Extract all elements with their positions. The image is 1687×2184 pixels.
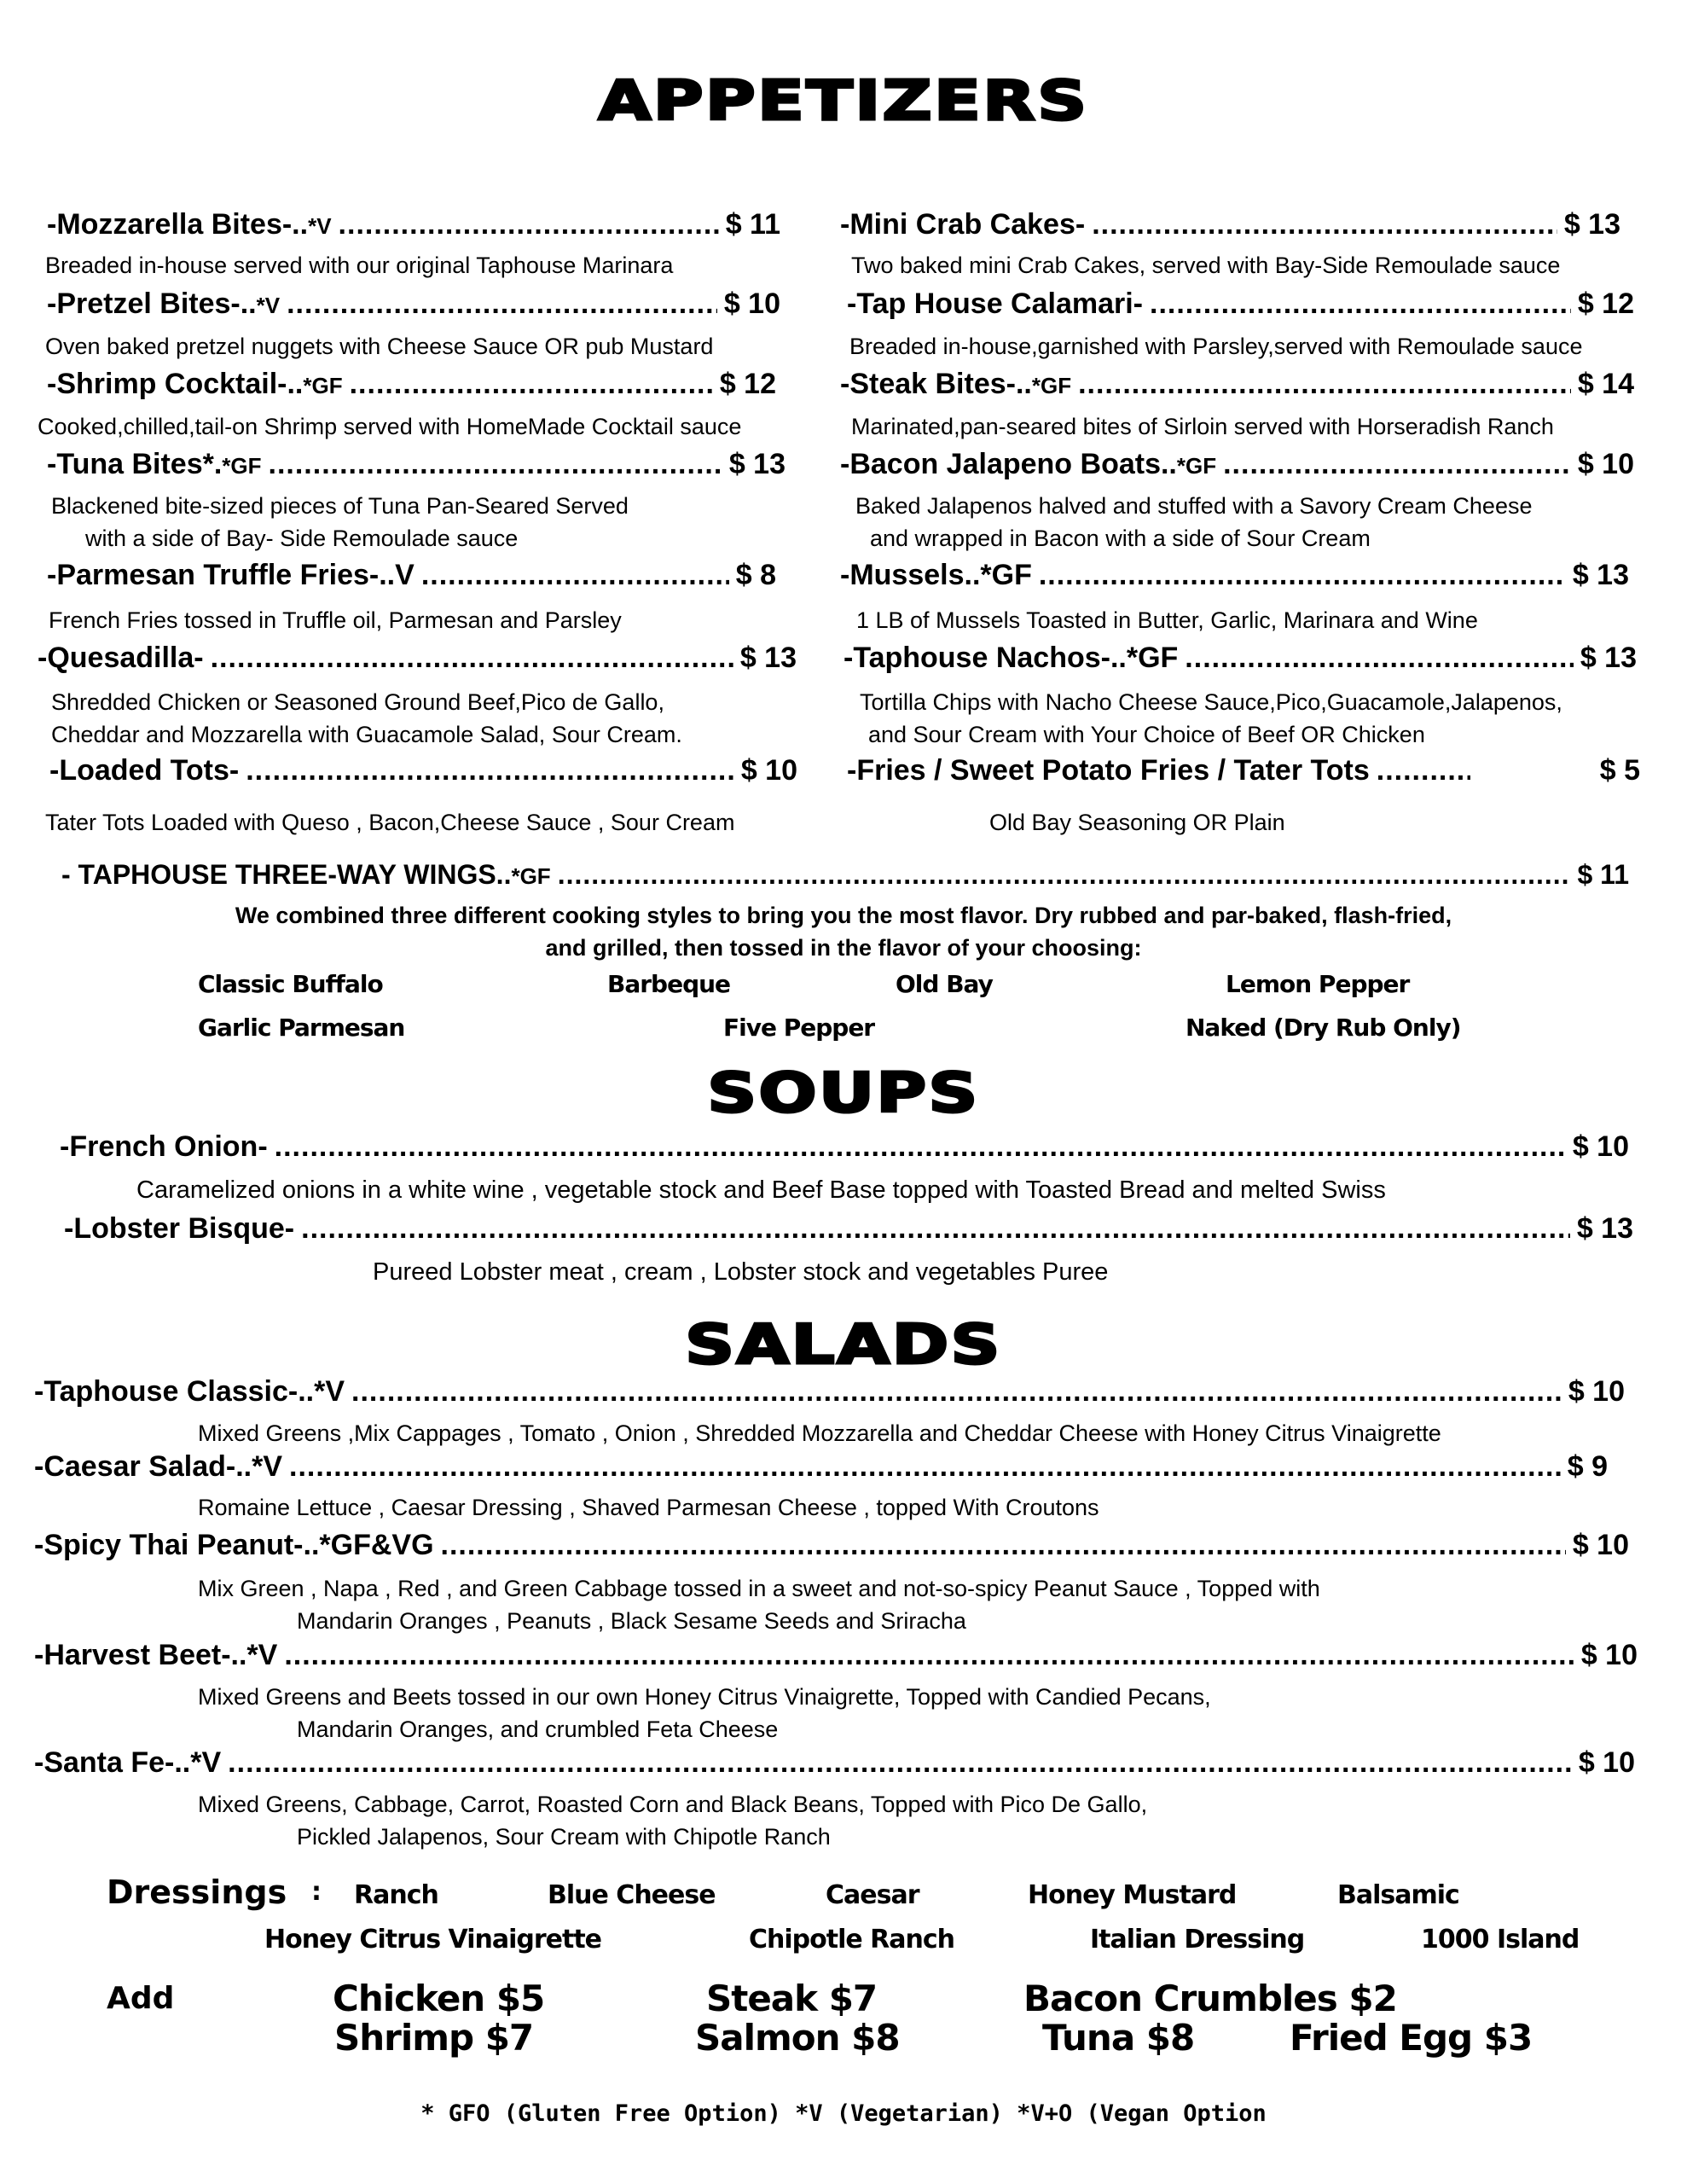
dietary-legend: * GFO (Gluten Free Option) *V (Vegetarian) *V+O (Vegan Option xyxy=(420,2100,1267,2127)
item-tag: *GF xyxy=(1176,453,1217,479)
wing-flavor: Garlic Parmesan xyxy=(198,1014,405,1042)
menu-item-mussels xyxy=(840,559,1629,592)
wing-flavor: Naked (Dry Rub Only) xyxy=(1186,1014,1461,1042)
leader-dots xyxy=(275,1130,1566,1164)
item-tag: *GF xyxy=(303,373,343,398)
menu-item-quesadilla xyxy=(38,642,797,675)
item-tag: *GF xyxy=(222,453,262,479)
item-price: $ 14 xyxy=(1577,368,1634,400)
item-description: Baked Jalapenos halved and stuffed with a Savory Cream Cheese xyxy=(855,493,1533,519)
item-name: -Harvest Beet-..*V xyxy=(34,1639,278,1671)
dressings-label: Dressings xyxy=(107,1873,287,1911)
addon-option: Tuna $8 xyxy=(1042,2017,1195,2059)
menu-item-tap-house-calamari xyxy=(847,288,1634,321)
item-price: $ 9 xyxy=(1567,1450,1608,1483)
leader-dots xyxy=(350,368,713,401)
item-price: $ 12 xyxy=(1577,288,1634,320)
leader-dots xyxy=(1078,368,1571,401)
item-name: -Steak Bites-.. xyxy=(840,368,1032,400)
wing-flavor: Old Bay xyxy=(896,970,993,998)
item-name: -Loaded Tots- xyxy=(49,754,240,787)
menu-item-santa-fe xyxy=(34,1746,1635,1780)
item-name: -Quesadilla- xyxy=(38,642,204,674)
leader-dots xyxy=(211,642,733,675)
item-name: - TAPHOUSE THREE-WAY WINGS.. xyxy=(61,859,512,890)
dressing-option: Italian Dressing xyxy=(1090,1925,1305,1955)
item-price: $ 5 xyxy=(1599,754,1640,787)
wing-flavor: Five Pepper xyxy=(723,1014,875,1042)
addon-option: Shrimp $7 xyxy=(334,2017,534,2059)
leader-dots xyxy=(421,559,729,592)
item-name: -Pretzel Bites-.. xyxy=(47,288,257,320)
item-description: Romaine Lettuce , Caesar Dressing , Shaved Parmesan Cheese , topped With Croutons xyxy=(198,1495,1099,1520)
item-name: -Tuna Bites*. xyxy=(47,448,223,480)
item-description: Breaded in-house,garnished with Parsley,served with Remoulade sauce xyxy=(849,334,1583,359)
item-description: with a side of Bay- Side Remoulade sauce xyxy=(85,526,519,551)
menu-item-fries xyxy=(847,754,1640,787)
menu-item-loaded-tots xyxy=(49,754,797,787)
dressing-option: Honey Mustard xyxy=(1028,1880,1237,1910)
wings-description: and grilled, then tossed in the flavor of your choosing: xyxy=(545,935,1142,961)
menu-item-french-onion xyxy=(60,1130,1629,1164)
item-price: $ 10 xyxy=(1580,1639,1638,1671)
item-name: -Spicy Thai Peanut-..*GF&VG xyxy=(34,1529,434,1561)
addon-option: Salmon $8 xyxy=(695,2017,900,2059)
menu-item-steak-bites xyxy=(840,368,1634,401)
leader-dots xyxy=(1185,642,1574,675)
leader-dots xyxy=(1377,754,1470,787)
addon-option: Fried Egg $3 xyxy=(1290,2017,1533,2059)
dressing-option: Honey Citrus Vinaigrette xyxy=(264,1925,602,1955)
menu-item-bacon-jalapeno-boats xyxy=(840,448,1634,481)
item-name: -Caesar Salad-..*V xyxy=(34,1450,283,1483)
leader-dots xyxy=(246,754,734,787)
item-tag: *GF xyxy=(511,863,551,889)
item-description: Oven baked pretzel nuggets with Cheese Sauce OR pub Mustard xyxy=(45,334,714,359)
wing-flavor: Lemon Pepper xyxy=(1226,970,1410,998)
item-description: Mixed Greens and Beets tossed in our own Honey Citrus Vinaigrette, Topped with Candied Pecans, xyxy=(198,1684,1211,1710)
item-name: -Shrimp Cocktail-.. xyxy=(47,368,304,400)
leader-dots xyxy=(558,859,1571,891)
item-price: $ 10 xyxy=(1572,1529,1629,1561)
menu-item-taphouse-classic xyxy=(34,1375,1625,1409)
item-description: and Sour Cream with Your Choice of Beef OR Chicken xyxy=(868,722,1425,747)
item-price: $ 10 xyxy=(1578,1746,1635,1779)
leader-dots xyxy=(1092,208,1557,241)
dressing-option: 1000 Island xyxy=(1421,1925,1580,1955)
item-description: Tortilla Chips with Nacho Cheese Sauce,Pico,Guacamole,Jalapenos, xyxy=(860,689,1562,715)
leader-dots xyxy=(351,1375,1562,1409)
leader-dots xyxy=(1223,448,1571,481)
wing-flavor: Barbeque xyxy=(607,970,731,998)
item-price: $ 13 xyxy=(1580,642,1637,674)
menu-item-tuna-bites xyxy=(47,448,786,481)
leader-dots xyxy=(284,1639,1574,1672)
item-description: Cooked,chilled,tail-on Shrimp served with HomeMade Cocktail sauce xyxy=(38,414,742,439)
menu-item-pretzel-bites xyxy=(47,288,780,321)
item-description: Pickled Jalapenos, Sour Cream with Chipotle Ranch xyxy=(297,1824,831,1850)
item-name: -Fries / Sweet Potato Fries / Tater Tots xyxy=(847,754,1370,787)
item-price: $ 11 xyxy=(725,208,780,241)
add-label: Add xyxy=(107,1981,175,2016)
item-description: Mandarin Oranges , Peanuts , Black Sesame Seeds and Sriracha xyxy=(297,1608,966,1634)
menu-item-lobster-bisque xyxy=(64,1212,1633,1246)
leader-dots xyxy=(441,1529,1566,1562)
dressing-option: Ranch xyxy=(354,1880,438,1910)
item-name: -Taphouse Classic-..*V xyxy=(34,1375,345,1408)
item-price: $ 13 xyxy=(728,448,786,480)
dressing-option: Blue Cheese xyxy=(548,1880,716,1910)
item-description: Two baked mini Crab Cakes, served with Bay-Side Remoulade sauce xyxy=(851,253,1561,278)
addon-option: Bacon Crumbles $2 xyxy=(1023,1978,1397,2019)
menu-item-mozzarella-bites xyxy=(47,208,780,241)
menu-item-harvest-beet xyxy=(34,1639,1638,1672)
item-price: $ 10 xyxy=(1577,448,1634,480)
item-price: $ 13 xyxy=(1576,1212,1633,1245)
item-description: Shredded Chicken or Seasoned Ground Beef,Pico de Gallo, xyxy=(51,689,664,715)
leader-dots xyxy=(287,288,717,321)
item-description: Tater Tots Loaded with Queso , Bacon,Cheese Sauce , Sour Cream xyxy=(45,810,735,835)
item-name: -Tap House Calamari- xyxy=(847,288,1144,320)
item-price: $ 11 xyxy=(1577,859,1629,890)
item-description: Old Bay Seasoning OR Plain xyxy=(989,810,1285,835)
dressings-colon: : xyxy=(311,1877,321,1907)
menu-item-taphouse-nachos xyxy=(844,642,1637,675)
item-tag: *V xyxy=(308,213,332,239)
appetizers-title: APPETIZERS xyxy=(598,70,1089,133)
salads-title: SALADS xyxy=(685,1314,1002,1377)
item-description: French Fries tossed in Truffle oil, Parmesan and Parsley xyxy=(49,607,622,633)
item-price: $ 13 xyxy=(1572,559,1629,591)
wings-description: We combined three different cooking styles to bring you the most flavor. Dry rubbed and par-baked, flash-fried, xyxy=(235,903,1452,928)
item-description: and wrapped in Bacon with a side of Sour Cream xyxy=(870,526,1371,551)
item-description: Mix Green , Napa , Red , and Green Cabbage tossed in a sweet and not-so-spicy Peanut Sauce , Topped with xyxy=(198,1576,1320,1601)
dressing-option: Caesar xyxy=(826,1880,919,1910)
leader-dots xyxy=(228,1746,1572,1780)
item-description: Mandarin Oranges, and crumbled Feta Cheese xyxy=(297,1716,779,1742)
leader-dots xyxy=(339,208,719,241)
leader-dots xyxy=(301,1212,1570,1246)
item-price: $ 10 xyxy=(1572,1130,1629,1163)
item-price: $ 10 xyxy=(740,754,797,787)
item-name: -Taphouse Nachos-..*GF xyxy=(844,642,1179,674)
soups-title: SOUPS xyxy=(707,1062,980,1125)
menu-item-shrimp-cocktail xyxy=(47,368,776,401)
item-description: Mixed Greens ,Mix Cappages , Tomato , Onion , Shredded Mozzarella and Cheddar Cheese with Honey Citrus Vinaigrette xyxy=(198,1420,1441,1446)
item-tag: *GF xyxy=(1031,373,1072,398)
item-description: Cheddar and Mozzarella with Guacamole Salad, Sour Cream. xyxy=(51,722,682,747)
item-name: -Mini Crab Cakes- xyxy=(840,208,1086,241)
item-description: 1 LB of Mussels Toasted in Butter, Garlic, Marinara and Wine xyxy=(856,607,1478,633)
leader-dots xyxy=(1039,559,1566,592)
item-description: Caramelized onions in a white wine , vegetable stock and Beef Base topped with Toasted Bread and melted Swiss xyxy=(136,1176,1386,1204)
item-tag: *V xyxy=(256,293,281,318)
item-name: -Parmesan Truffle Fries-..V xyxy=(47,559,415,591)
leader-dots xyxy=(289,1450,1561,1484)
addon-option: Steak $7 xyxy=(706,1978,878,2019)
item-name: -Lobster Bisque- xyxy=(64,1212,295,1245)
addon-option: Chicken $5 xyxy=(333,1978,545,2019)
item-price: $ 10 xyxy=(723,288,780,320)
item-price: $ 10 xyxy=(1568,1375,1625,1408)
item-description: Pureed Lobster meat , cream , Lobster stock and vegetables Puree xyxy=(373,1258,1109,1286)
leader-dots xyxy=(1150,288,1571,321)
dressing-option: Chipotle Ranch xyxy=(749,1925,954,1955)
menu-item-three-way-wings xyxy=(61,859,1629,891)
menu-item-spicy-thai-peanut xyxy=(34,1529,1629,1562)
menu-item-parmesan-truffle-fries xyxy=(47,559,776,592)
item-price: $ 13 xyxy=(1563,208,1620,241)
item-description: Mixed Greens, Cabbage, Carrot, Roasted Corn and Black Beans, Topped with Pico De Gallo, xyxy=(198,1792,1148,1817)
item-name: -Mussels..*GF xyxy=(840,559,1032,591)
item-description: Breaded in-house served with our original Taphouse Marinara xyxy=(45,253,674,278)
item-name: -French Onion- xyxy=(60,1130,268,1163)
item-price: $ 13 xyxy=(739,642,797,674)
item-price: $ 8 xyxy=(735,559,776,591)
item-name: -Mozzarella Bites-.. xyxy=(47,208,309,241)
item-name: -Bacon Jalapeno Boats.. xyxy=(840,448,1177,480)
item-price: $ 12 xyxy=(719,368,776,400)
dressing-option: Balsamic xyxy=(1337,1880,1459,1910)
menu-item-mini-crab-cakes xyxy=(840,208,1620,241)
leader-dots xyxy=(269,448,722,481)
item-description: Blackened bite-sized pieces of Tuna Pan-Seared Served xyxy=(51,493,629,519)
item-description: Marinated,pan-seared bites of Sirloin served with Horseradish Ranch xyxy=(851,414,1554,439)
wing-flavor: Classic Buffalo xyxy=(198,970,383,998)
item-name: -Santa Fe-..*V xyxy=(34,1746,222,1779)
menu-item-caesar-salad xyxy=(34,1450,1608,1484)
